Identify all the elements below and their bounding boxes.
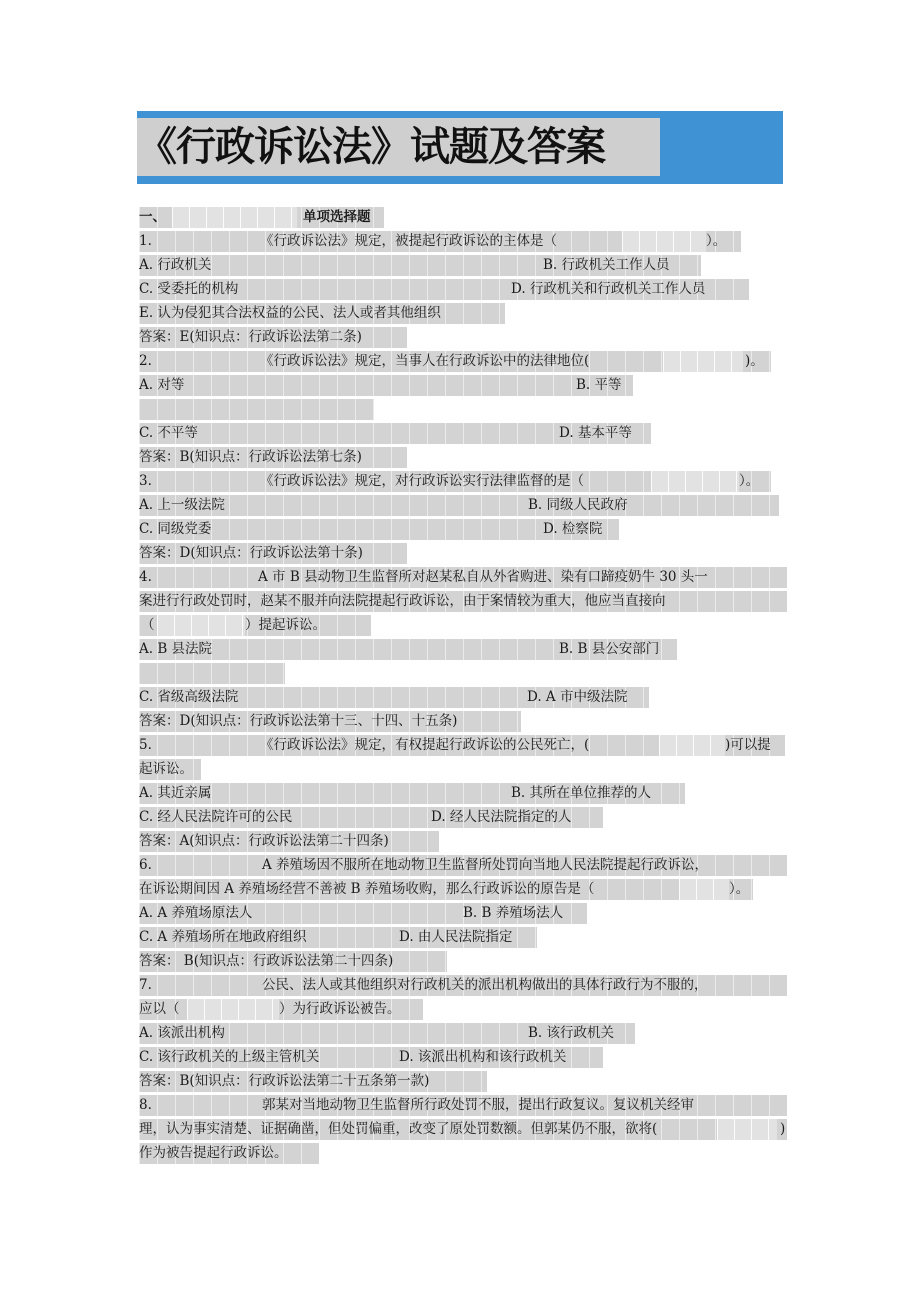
option-e: E. 认为侵犯其合法权益的公民、法人或者其他组织	[139, 305, 441, 321]
option-b: B. 行政机关工作人员	[543, 257, 670, 273]
answer-text: 答案：E(知识点：行政诉讼法第二条)	[139, 329, 362, 345]
section-number: 一、	[139, 209, 166, 225]
answer-text: 答案：D(知识点：行政诉讼法第十条)	[139, 545, 363, 561]
question-text: 公民、法人或其他组织对行政机关的派出机构做出的具体行政行为不服的，	[262, 977, 708, 993]
option-c: C. 同级党委	[139, 521, 212, 537]
question-text: 《行政诉讼法》规定，对行政诉讼实行法律监督的是（	[260, 473, 584, 489]
option-d: D. 行政机关和行政机关工作人员	[511, 281, 706, 297]
question-text: 起诉讼。	[139, 761, 193, 777]
option-b: B. 平等	[576, 377, 622, 393]
question-text-end: )。	[745, 353, 764, 369]
option-d: D. A 市中级法院	[527, 689, 628, 705]
answer-blank	[679, 879, 729, 900]
question-number: 4.	[139, 569, 152, 585]
question-text-end: ）提起诉讼。	[245, 617, 326, 633]
answer-text: 答案： B(知识点：行政诉讼法第二十四条)	[139, 953, 394, 969]
answer-text: 答案：B(知识点：行政诉讼法第二十五条第一款)	[139, 1073, 430, 1089]
question-text: A 养殖场因不服所在地动物卫生监督所处罚向当地人民法院提起行政诉讼，	[262, 857, 709, 873]
question-text-end: ）为行政诉讼被告。	[279, 1001, 401, 1017]
option-d: D. 由人民法院指定	[399, 929, 513, 945]
highlight-strip	[139, 399, 374, 420]
question-number: 1.	[139, 233, 152, 249]
question-number: 6.	[139, 857, 152, 873]
option-d: D. 经人民法院指定的人	[431, 809, 572, 825]
option-b: B. 同级人民政府	[528, 497, 628, 513]
answer-text: 答案：B(知识点：行政诉讼法第七条)	[139, 449, 362, 465]
question-text: 在诉讼期间因 A 养殖场经营不善被 B 养殖场收购，那么行政诉讼的原告是（	[139, 881, 595, 897]
option-b: B. 其所在单位推荐的人	[511, 785, 652, 801]
question-text-end: ）。	[729, 881, 750, 897]
option-c: C. 省级高级法院	[139, 689, 239, 705]
question-number: 8.	[139, 1097, 152, 1113]
question-text-end: )可以提	[725, 737, 771, 753]
answer-blank	[717, 1119, 777, 1140]
option-a: A. 对等	[139, 377, 185, 393]
answer-text: 答案：D(知识点：行政诉讼法第十三、十四、十五条)	[139, 713, 458, 729]
option-b: B. B 县公安部门	[559, 641, 660, 657]
question-number: 7.	[139, 977, 152, 993]
highlight-strip	[139, 495, 779, 516]
question-text-end: ）。	[706, 233, 727, 249]
question-text-end: )	[780, 1121, 786, 1137]
option-c: C. 经人民法院许可的公民	[139, 809, 293, 825]
section-label: 单项选择题	[303, 209, 371, 225]
option-a: A. 其近亲属	[139, 785, 212, 801]
option-a: A. 上一级法院	[139, 497, 225, 513]
question-text-end: ）。	[739, 473, 760, 489]
option-b: B. 该行政机关	[528, 1025, 615, 1041]
blank-gap	[172, 207, 297, 228]
answer-blank	[651, 471, 739, 492]
question-number: 2.	[139, 353, 152, 369]
question-text: 郭某对当地动物卫生监督所行政处罚不服，提出行政复议。复议机关经审	[262, 1097, 694, 1113]
question-text: 《行政诉讼法》规定，当事人在行政诉讼中的法律地位(	[260, 353, 590, 369]
question-text: 理，认为事实清楚、证据确凿，但处罚偏重，改变了原处罚数额。但郭某仍不服，欲将(	[139, 1121, 658, 1137]
question-text: （	[141, 617, 155, 633]
option-a: A. 行政机关	[139, 257, 212, 273]
answer-blank	[659, 735, 725, 756]
answer-blank	[622, 231, 706, 252]
option-d: D. 该派出机构和该行政机关	[399, 1049, 567, 1065]
question-number: 3.	[139, 473, 152, 489]
question-text: 作为被告提起行政诉讼。	[139, 1145, 288, 1161]
document-title: 《行政诉讼法》试题及答案	[137, 124, 605, 170]
highlight-strip	[139, 375, 633, 396]
option-d: D. 检察院	[543, 521, 603, 537]
answer-blank	[157, 615, 245, 636]
answer-blank	[663, 351, 743, 372]
option-a: A. A 养殖场原法人	[139, 905, 253, 921]
highlight-strip	[139, 663, 285, 684]
option-b: B. B 养殖场法人	[463, 905, 564, 921]
question-text: 应以（	[139, 1001, 180, 1017]
answer-blank	[187, 999, 279, 1020]
option-c: C. 受委托的机构	[139, 281, 239, 297]
option-c: C. A 养殖场所在地政府组织	[139, 929, 307, 945]
option-c: C. 该行政机关的上级主管机关	[139, 1049, 320, 1065]
question-text: 《行政诉讼法》规定，有权提起行政诉讼的公民死亡，(	[260, 737, 590, 753]
option-a: A. 该派出机构	[139, 1025, 225, 1041]
question-number: 5.	[139, 737, 152, 753]
question-text: A 市 B 县动物卫生监督所对赵某私自从外省购进、染有口蹄疫奶牛 30 头一	[258, 569, 708, 585]
option-d: D. 基本平等	[559, 425, 632, 441]
question-text: 《行政诉讼法》规定，被提起行政诉讼的主体是（	[260, 233, 557, 249]
option-c: C. 不平等	[139, 425, 198, 441]
option-a: A. B 县法院	[139, 641, 213, 657]
answer-text: 答案：A(知识点：行政诉讼法第二十四条)	[139, 833, 389, 849]
question-text: 案进行行政处罚时，赵某不服并向法院提起行政诉讼，由于案情较为重大，他应当直接向	[139, 593, 666, 609]
